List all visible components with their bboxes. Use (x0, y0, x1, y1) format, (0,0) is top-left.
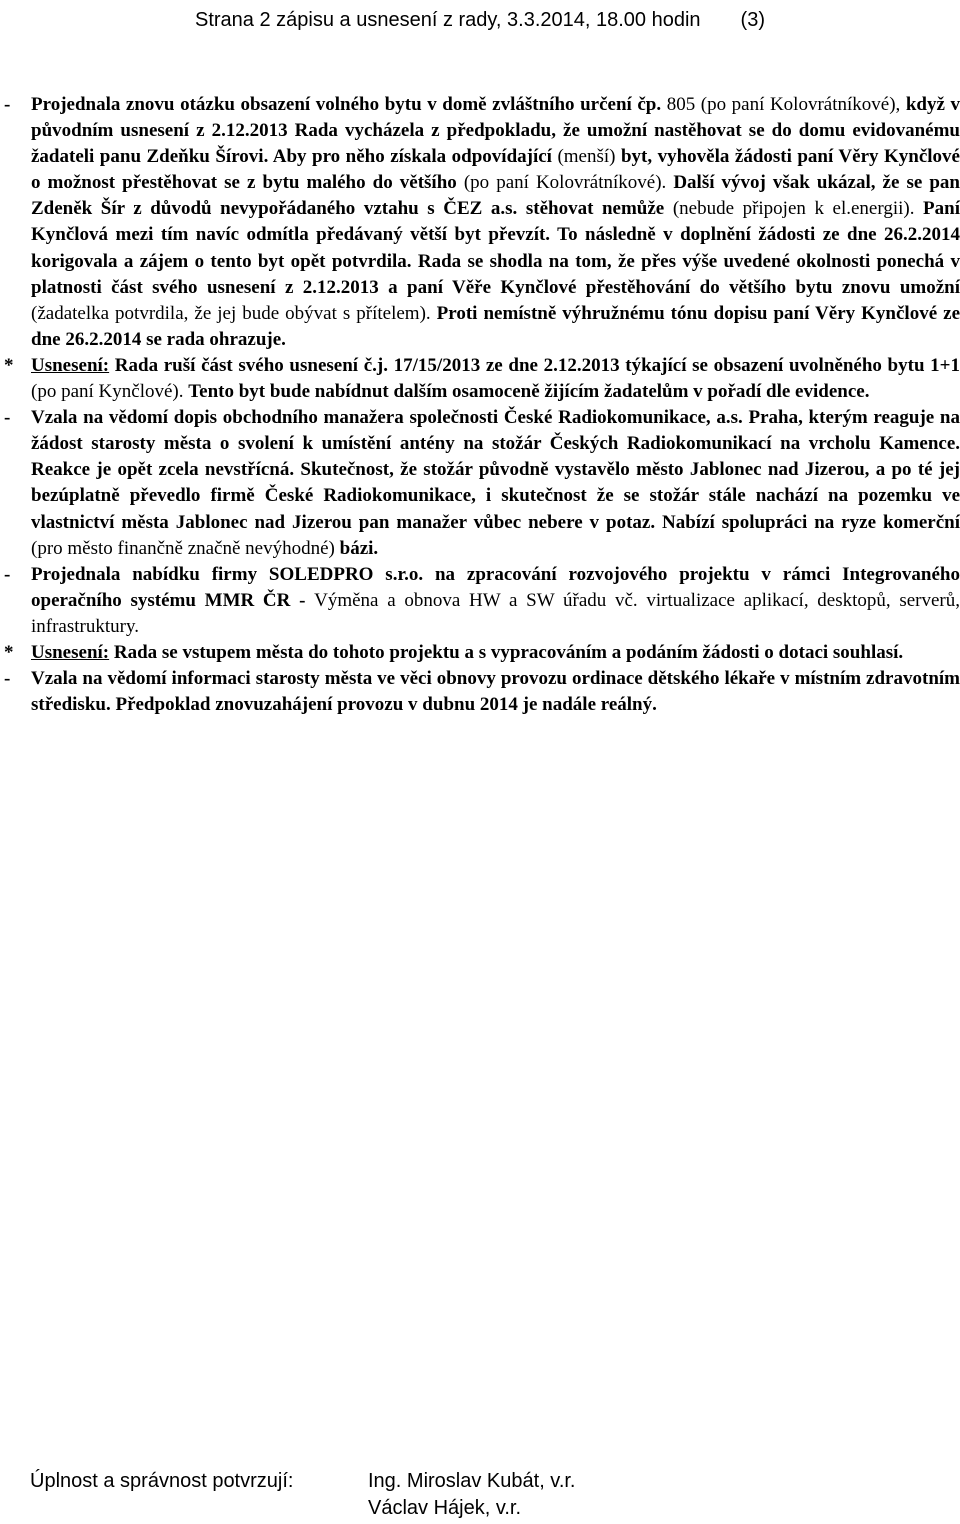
item-text: byt, vyhověla žádosti paní Věry Kynčlové o možnost přestěhovat se z bytu malého do většího (31, 146, 960, 194)
item-text: Výměna a obnova HW a SW úřadu vč. virtualizace aplikací, desktopů, serverů, infrastruktury. (31, 589, 960, 637)
item-marker: - (4, 94, 11, 115)
item-text: Tento byt bude nabídnut dalším osamoceně žijícím žadatelům v pořadí dle evidence. (188, 381, 870, 403)
item-text: Rada se vstupem města do tohoto projektu a s vypracováním a podáním žádosti o dotaci souhlasí. (109, 641, 904, 663)
signatory-name: Ing. Miroslav Kubát, v.r. (368, 1470, 576, 1492)
minutes-body (4, 92, 960, 718)
item-text: (po paní Kynčlové). (31, 381, 189, 403)
item-text: (nebude připojen k el.energii). (672, 198, 924, 220)
page-header-title: Strana 2 zápisu a usnesení z rady, 3.3.2014, 18.00 hodin (195, 9, 701, 31)
item-text: bázi. (339, 537, 379, 559)
resolution-item (4, 640, 960, 666)
agenda-item (4, 562, 960, 640)
item-marker: * (4, 354, 14, 376)
resolution-label: Usnesení: (31, 641, 110, 663)
agenda-item (4, 405, 960, 562)
verification-label: Úplnost a správnost potvrzují: (30, 1470, 294, 1492)
agenda-item (4, 92, 960, 353)
item-text: Projednala znovu otázku obsazení volného bytu v domě zvláštního určení čp. (31, 94, 667, 115)
item-text: Rada ruší část svého usnesení č.j. 17/15/2013 ze dne 2.12.2013 týkající se obsazení uvolněného bytu 1+1 (109, 354, 960, 376)
item-marker: - (4, 668, 11, 690)
item-text: (menší) (557, 146, 621, 168)
signatory-name: Václav Hájek, v.r. (368, 1497, 522, 1519)
signatories (368, 1468, 576, 1522)
page-number: (3) (740, 9, 765, 31)
item-text: 805 (po paní Kolovrátníkové), (666, 94, 906, 115)
resolution-label: Usnesení: (31, 354, 110, 376)
agenda-item (4, 666, 960, 718)
item-text: Vzala na vědomí informaci starosty města ve věci obnovy provozu ordinace dětského lékaře v místním zdravotním středisku. Předpoklad znovuzahájení provozu v dubnu 2014 je nadále reálný. (31, 668, 960, 716)
item-marker: * (4, 641, 14, 663)
item-marker: - (4, 407, 11, 429)
item-text: Paní Kynčlová mezi tím navíc odmítla předávaný větší byt převzít. To následně v doplnění žádosti ze dne 26.2.2014 korigovala a zájem o tento byt opět potvrdila. Rada se shodla na tom, že přes výše uvedené okolnosti ponechá v platnosti část svého usnesení z 2.12.2013 a paní Věře Kynčlové přestěhování do většího bytu znovu umožní (31, 198, 960, 298)
item-marker: - (4, 563, 11, 585)
item-text: Vzala na vědomí dopis obchodního manažera společnosti České Radiokomunikace, a.s. Praha, kterým reaguje na žádost starosty města o svolení k umístění antény na stožár Českých Radiokomunikací na vrcholu Kamence. Reakce je opět zcela nevstřícná. Skutečnost, že stožár původně vystavělo město Jablonec nad Jizerou, a po té jej bezúplatně převedlo firmě České Radiokomunikace, i skutečnost že se stožár stále nachází na pozemku ve vlastnictví města Jablonec nad Jizerou pan manažer vůbec nebere v potaz. Nabízí spolupráci na ryze komerční (31, 407, 960, 533)
item-text: Proti nemístně výhružnému tónu dopisu paní Věry Kynčlové ze dne 26.2.2014 se rada ohrazuje. (31, 302, 960, 350)
item-text: Projednala nabídku firmy SOLEDPRO s.r.o. na zpracování rozvojového projektu v rámci Integrovaného operačního systému MMR ČR - (31, 563, 960, 611)
resolution-item (4, 353, 960, 405)
item-text: (žadatelka potvrdila, že jej bude obývat s přítelem). (31, 302, 437, 324)
item-text: (pro město finančně značně nevýhodné) (31, 537, 340, 559)
item-text: když v původním usnesení z 2.12.2013 Rada vycházela z předpokladu, že umožní nastěhovat se do domu evidovanému žadateli panu Zdeňku Šírovi. Aby pro něho získala odpovídající (31, 94, 960, 168)
item-text: (po paní Kolovrátníkové). (463, 172, 674, 194)
page-header (0, 6, 960, 34)
item-text: Další vývoj však ukázal, že se pan Zdeněk Šír z důvodů nevypořádaného vztahu s ČEZ a.s. stěhovat nemůže (31, 172, 960, 220)
